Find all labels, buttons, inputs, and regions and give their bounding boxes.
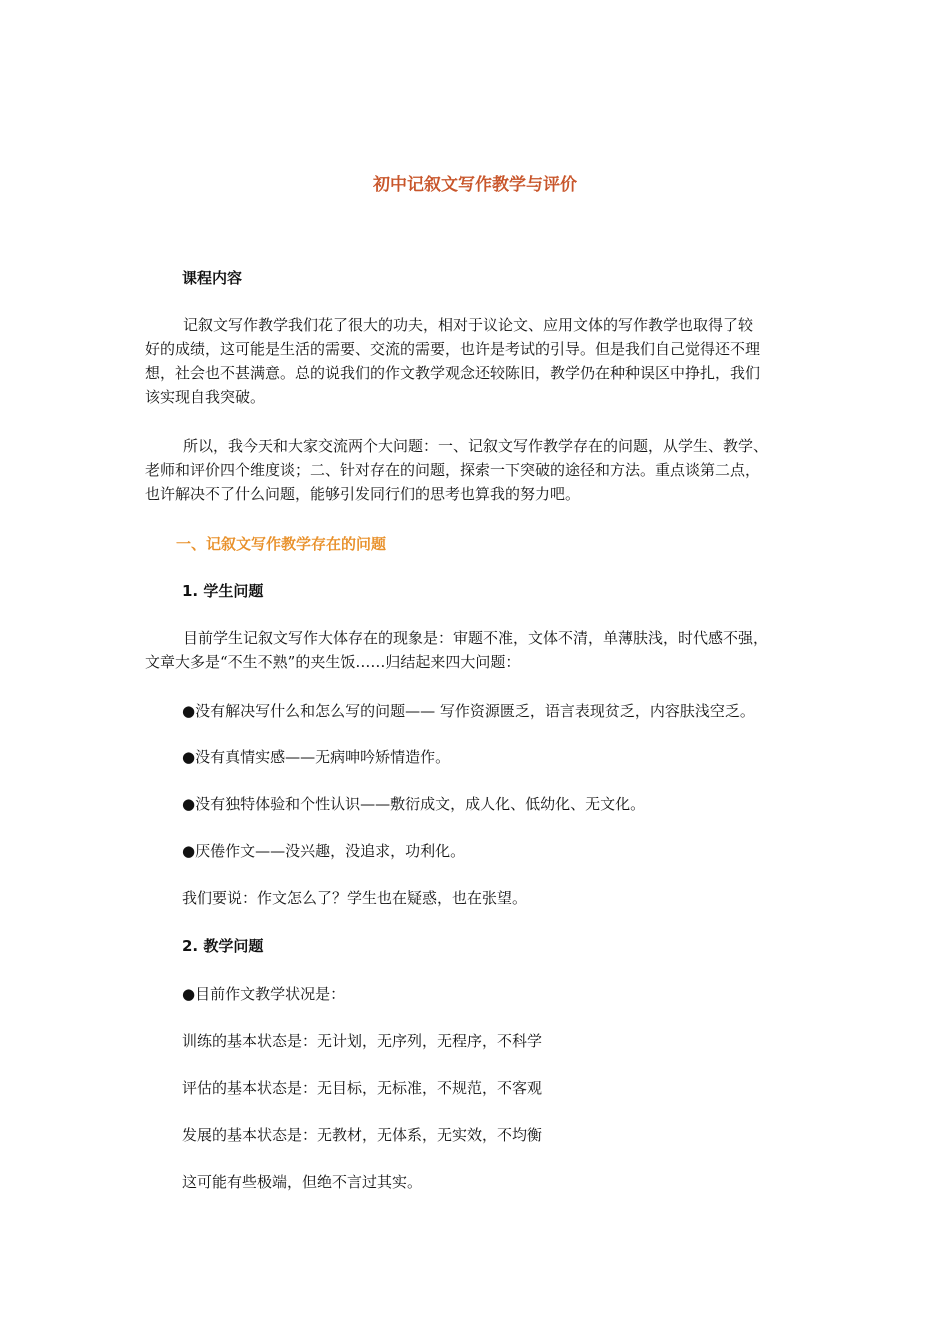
- student-bullet-4: ●厌倦作文——没兴趣，没追求，功利化。: [182, 842, 466, 860]
- intro-line-4: 该实现自我突破。: [145, 388, 266, 406]
- intro-line-2: 好的成绩，这可能是生活的需要、交流的需要，也许是考试的引导。但是我们自己觉得还不理: [145, 340, 761, 358]
- part-one-heading: 一、记叙文写作教学存在的问题: [176, 535, 387, 553]
- student-conclusion: 我们要说：作文怎么了？学生也在疑惑，也在张望。: [182, 889, 528, 907]
- plan-paragraph: [145, 434, 810, 506]
- document-title: 初中记叙文写作教学与评价: [373, 175, 577, 195]
- student-issues-heading: 1. 学生问题: [182, 582, 264, 600]
- teaching-bullet: ●目前作文教学状况是：: [182, 985, 346, 1003]
- student-line-2: 文章大多是“不生不熟”的夹生饭……归结起来四大问题：: [145, 653, 521, 671]
- plan-line-3: 也许解决不了什么问题，能够引发同行们的思考也算我的努力吧。: [145, 485, 581, 503]
- plan-line-1: 所以，我今天和大家交流两个大问题：一、记叙文写作教学存在的问题，从学生、教学、: [183, 437, 769, 455]
- student-line-1: 目前学生记叙文写作大体存在的现象是：审题不准，文体不清，单薄肤浅，时代感不强，: [183, 629, 769, 647]
- development-state-line: 发展的基本状态是：无教材，无体系，无实效，不均衡: [182, 1126, 543, 1144]
- student-bullet-1: ●没有解决写什么和怎么写的问题—— 写作资源匮乏，语言表现贫乏，内容肤浅空乏。: [182, 702, 755, 720]
- intro-line-1: 记叙文写作教学我们花了很大的功夫，相对于议论文、应用文体的写作教学也取得了较: [183, 316, 754, 334]
- section-label: 课程内容: [182, 269, 243, 287]
- teaching-conclusion: 这可能有些极端，但绝不言过其实。: [182, 1173, 423, 1191]
- teaching-issues-heading: 2. 教学问题: [182, 937, 264, 955]
- training-state-line: 训练的基本状态是：无计划，无序列，无程序，不科学: [182, 1032, 543, 1050]
- intro-line-3: 想，社会也不甚满意。总的说我们的作文教学观念还较陈旧，教学仍在种种误区中挣扎，我们: [145, 364, 761, 382]
- intro-paragraph: [145, 313, 810, 409]
- evaluation-state-line: 评估的基本状态是：无目标，无标准，不规范，不客观: [182, 1079, 543, 1097]
- student-bullet-2: ●没有真情实感——无病呻吟矫情造作。: [182, 748, 451, 766]
- student-bullet-3: ●没有独特体验和个性认识——敷衍成文，成人化、低幼化、无文化。: [182, 795, 646, 813]
- plan-line-2: 老师和评价四个维度谈；二、针对存在的问题，探索一下突破的途径和方法。重点谈第二点，: [145, 461, 761, 479]
- student-issues-paragraph: [145, 626, 810, 674]
